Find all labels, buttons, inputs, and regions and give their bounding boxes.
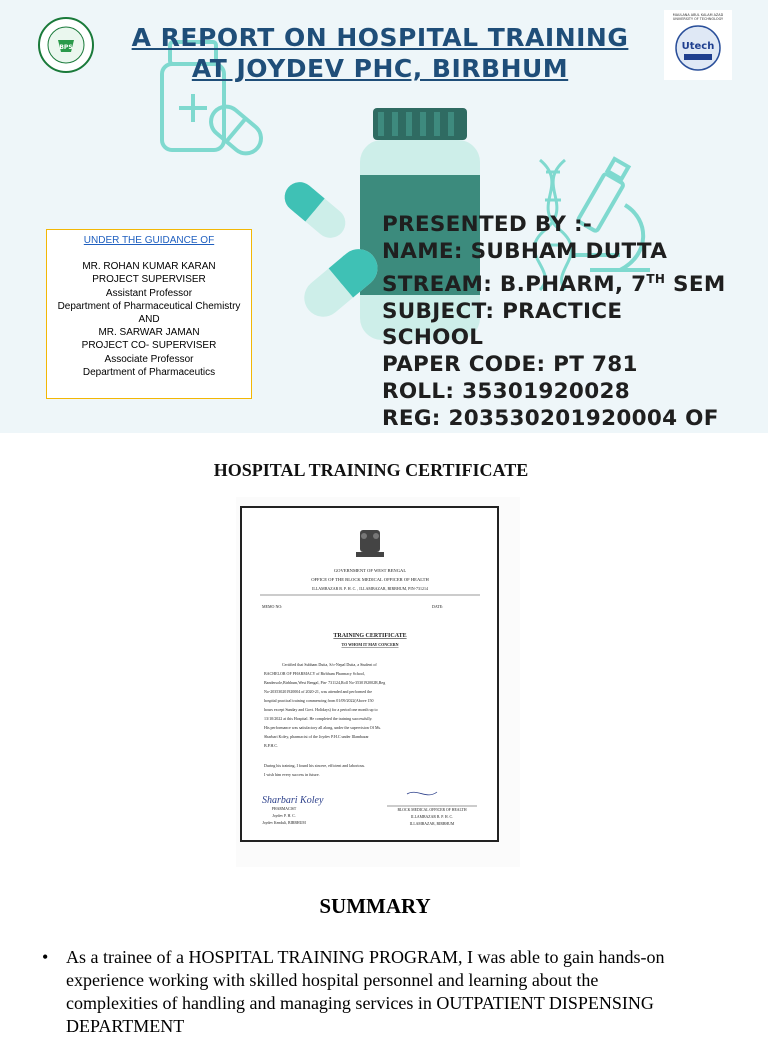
guidance-line: PROJECT SUPERVISER — [92, 274, 206, 286]
svg-text:MAULANA ABUL KALAM AZAD: MAULANA ABUL KALAM AZAD — [672, 13, 724, 17]
cert-closing: I wish him every success in future. — [264, 772, 320, 777]
cert-subtitle: TO WHOM IT MAY CONCERN — [341, 642, 399, 647]
guidance-box — [46, 229, 252, 399]
presenter-roll: ROLL: 35301920028 — [382, 378, 630, 404]
cert-memo: MEMO NO: — [262, 604, 283, 609]
cert-title: TRAINING CERTIFICATE — [333, 633, 407, 639]
cert-body-line: Bandersole,Birbhum,West Bengal, Pin- 731124,Roll No-3530192002R,Reg — [264, 680, 386, 685]
title-slide — [0, 0, 768, 433]
guidance-heading: UNDER THE GUIDANCE OF — [83, 235, 215, 246]
cert-body-line: B.P.H.C. — [264, 743, 279, 748]
presenter-subject-cont: SCHOOL — [382, 325, 484, 351]
summary-line: experience working with skilled hospital personnel and learning about the — [66, 970, 599, 990]
presenter-details — [382, 212, 762, 433]
signature-right — [407, 792, 437, 795]
sig-right-line: ILLAMBAZAR, BIRBHUM — [409, 822, 455, 826]
summary-bullet-text — [66, 946, 742, 1038]
guidance-line: Department of Pharmaceutical Chemistry — [57, 300, 241, 312]
cert-body-line: BACHELOR OF PHARMACY of Birbhum Pharmacy School, — [264, 671, 365, 676]
presenter-subject: SUBJECT: PRACTICE — [382, 298, 623, 324]
sig-left-line: Joydev P. H. C. — [272, 814, 296, 818]
presented-by-label: PRESENTED BY :- — [382, 212, 593, 237]
cert-body-line: No-203530201920004 of 2020-21, was attended and performed the — [264, 689, 372, 694]
certificate-image — [236, 497, 520, 867]
cert-closing: During his training, I found his sincere, efficient and laborious. — [264, 763, 366, 768]
cert-office: OFFICE OF THE BLOCK MEDICAL OFFICER OF HEALTH — [311, 577, 429, 582]
cert-body-line: 13/10/2022 at this Hospital. He completed the training successfully. — [264, 716, 373, 721]
summary-line: As a trainee of a HOSPITAL TRAINING PROGRAM, I was able to gain hands-on — [66, 947, 665, 967]
guidance-line: MR. SARWAR JAMAN — [98, 327, 200, 339]
cert-body-line: hospital practical training commencing from 01/09/2022(Above 150 — [264, 698, 374, 703]
report-title-line2: AT JOYDEV PHC, BIRBHUM — [191, 54, 569, 83]
cert-address: ILLAMBAZAR B. P. H. C. , ILLAMBAZAR, BIRBHUM, PIN-731214 — [312, 586, 428, 591]
certificate-heading: HOSPITAL TRAINING CERTIFICATE — [213, 460, 529, 480]
report-title-line1: A REPORT ON HOSPITAL TRAINING — [131, 23, 629, 52]
sig-left-line: Joydev Kenduli, BIRBHUM — [262, 821, 306, 825]
report-title — [130, 22, 630, 84]
sig-right-line: BLOCK MEDICAL OFFICER OF HEALTH — [397, 808, 467, 812]
presenter-stream: STREAM: B.PHARM, 7TH SEM — [382, 271, 726, 297]
training-certificate — [240, 506, 499, 842]
guidance-line: PROJECT CO- SUPERVISER — [81, 340, 217, 352]
bullet-icon: • — [42, 947, 49, 967]
cert-body-line: Sharbari Koley, pharmacist of the Joydev P.H.C under Illambazar — [264, 734, 369, 739]
summary-line: DEPARTMENT — [66, 1016, 185, 1036]
sig-right-line: ILLAMBAZAR B. P. H. C. — [411, 815, 453, 819]
guidance-line: MR. ROHAN KUMAR KARAN — [82, 261, 216, 273]
guidance-line: Department of Pharmaceutics — [82, 366, 216, 378]
presenter-paper-code: PAPER CODE: PT 781 — [382, 352, 638, 378]
cert-body-line: Certified that Subham Dutta, S/o-Nepal Dutta, a Student of — [282, 662, 377, 667]
birbhum-pharmacy-school-logo — [37, 16, 95, 74]
cert-date: DATE: — [432, 604, 444, 609]
cert-body-line: His performance was satisfactory all along, under the supervision Of Ms. — [264, 725, 382, 730]
svg-text:Utech: Utech — [681, 41, 715, 52]
cert-govt: GOVERNMENT OF WEST BENGAL — [333, 568, 407, 573]
guidance-line: Associate Professor — [104, 353, 194, 365]
summary-line: complexities of handling and managing services in OUTPATIENT DISPENSING — [66, 993, 654, 1013]
presenter-reg: REG: 203530201920004 OF — [382, 405, 719, 431]
presenter-name: NAME: SUBHAM DUTTA — [382, 238, 668, 264]
svg-text:UNIVERSITY OF TECHNOLOGY: UNIVERSITY OF TECHNOLOGY — [672, 17, 724, 21]
makaut-university-logo — [664, 10, 732, 80]
sig-left-line: PHARMACIST — [271, 807, 297, 811]
signature-left: Sharbari Koley — [262, 795, 324, 806]
guidance-line: AND — [138, 314, 160, 326]
guidance-line: Assistant Professor — [105, 287, 193, 299]
capsule-icon — [279, 176, 352, 244]
state-emblem-icon — [356, 530, 384, 557]
cert-body-line: hours except Sunday and Govt. Holidays) for a period one month up to — [264, 707, 378, 712]
svg-text:BPS: BPS — [59, 44, 73, 51]
summary-heading: SUMMARY — [319, 894, 431, 918]
